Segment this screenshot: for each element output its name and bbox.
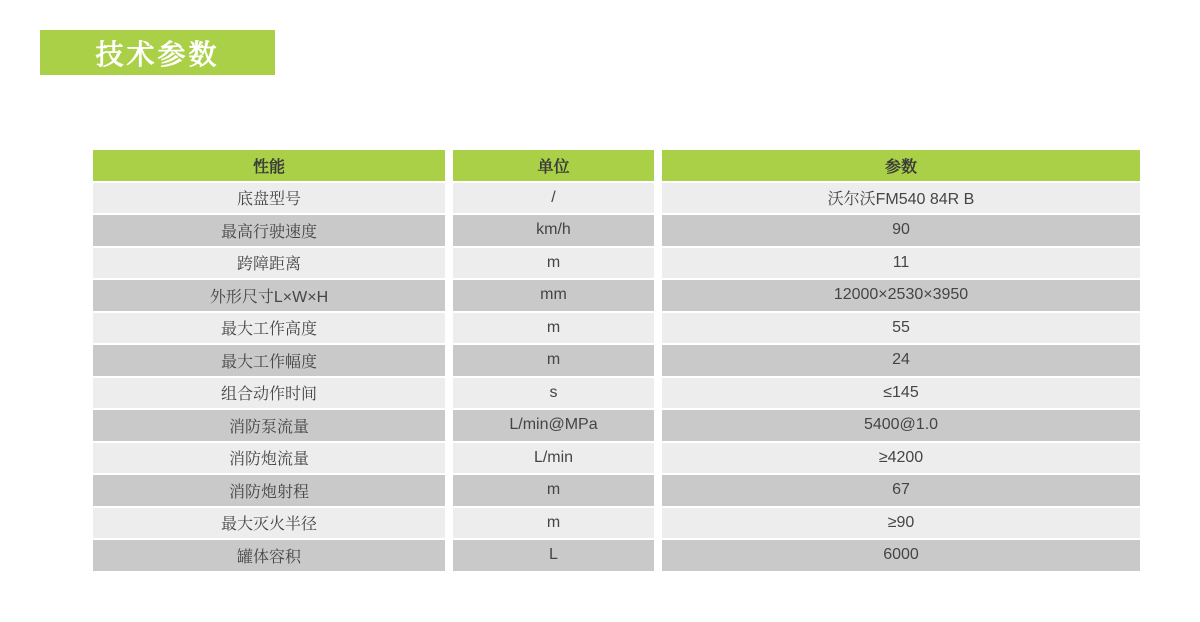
cell-performance: 跨障距离: [93, 248, 445, 279]
cell-parameter: ≤145: [662, 378, 1140, 409]
cell-unit: m: [453, 248, 654, 279]
table-row: [93, 248, 1140, 279]
table-header-row: [93, 150, 1140, 181]
cell-unit: m: [453, 475, 654, 506]
cell-parameter: 11: [662, 248, 1140, 279]
cell-unit: m: [453, 345, 654, 376]
cell-unit: s: [453, 378, 654, 409]
cell-unit: m: [453, 508, 654, 539]
table-row: [93, 410, 1140, 441]
cell-performance: 最大工作高度: [93, 313, 445, 344]
cell-performance: 消防炮流量: [93, 443, 445, 474]
table-row: [93, 508, 1140, 539]
cell-parameter: 55: [662, 313, 1140, 344]
column-header-unit: 单位: [453, 150, 654, 181]
table-row: [93, 183, 1140, 214]
column-header-performance: 性能: [93, 150, 445, 181]
cell-parameter: 24: [662, 345, 1140, 376]
table-row: [93, 313, 1140, 344]
spec-table: [93, 150, 1140, 573]
table-row: [93, 378, 1140, 409]
cell-performance: 底盘型号: [93, 183, 445, 214]
cell-unit: m: [453, 313, 654, 344]
cell-unit: mm: [453, 280, 654, 311]
cell-unit: /: [453, 183, 654, 214]
cell-parameter: 90: [662, 215, 1140, 246]
table-row: [93, 443, 1140, 474]
cell-performance: 消防炮射程: [93, 475, 445, 506]
cell-performance: 最高行驶速度: [93, 215, 445, 246]
cell-performance: 消防泵流量: [93, 410, 445, 441]
spec-table-body: [93, 183, 1140, 571]
cell-unit: L: [453, 540, 654, 571]
cell-performance: 外形尺寸L×W×H: [93, 280, 445, 311]
cell-parameter: 67: [662, 475, 1140, 506]
cell-parameter: 沃尔沃FM540 84R B: [662, 183, 1140, 214]
cell-unit: L/min: [453, 443, 654, 474]
cell-parameter: ≥4200: [662, 443, 1140, 474]
cell-performance: 罐体容积: [93, 540, 445, 571]
cell-parameter: 6000: [662, 540, 1140, 571]
table-row: [93, 345, 1140, 376]
cell-parameter: 5400@1.0: [662, 410, 1140, 441]
cell-performance: 最大工作幅度: [93, 345, 445, 376]
page-title: 技术参数: [95, 38, 220, 70]
table-row: [93, 215, 1140, 246]
cell-parameter: 12000×2530×3950: [662, 280, 1140, 311]
column-header-parameter: 参数: [662, 150, 1140, 181]
table-row: [93, 475, 1140, 506]
cell-performance: 组合动作时间: [93, 378, 445, 409]
cell-performance: 最大灭火半径: [93, 508, 445, 539]
cell-parameter: ≥90: [662, 508, 1140, 539]
cell-unit: km/h: [453, 215, 654, 246]
table-row: [93, 280, 1140, 311]
page-title-banner: [40, 30, 275, 75]
cell-unit: L/min@MPa: [453, 410, 654, 441]
table-row: [93, 540, 1140, 571]
